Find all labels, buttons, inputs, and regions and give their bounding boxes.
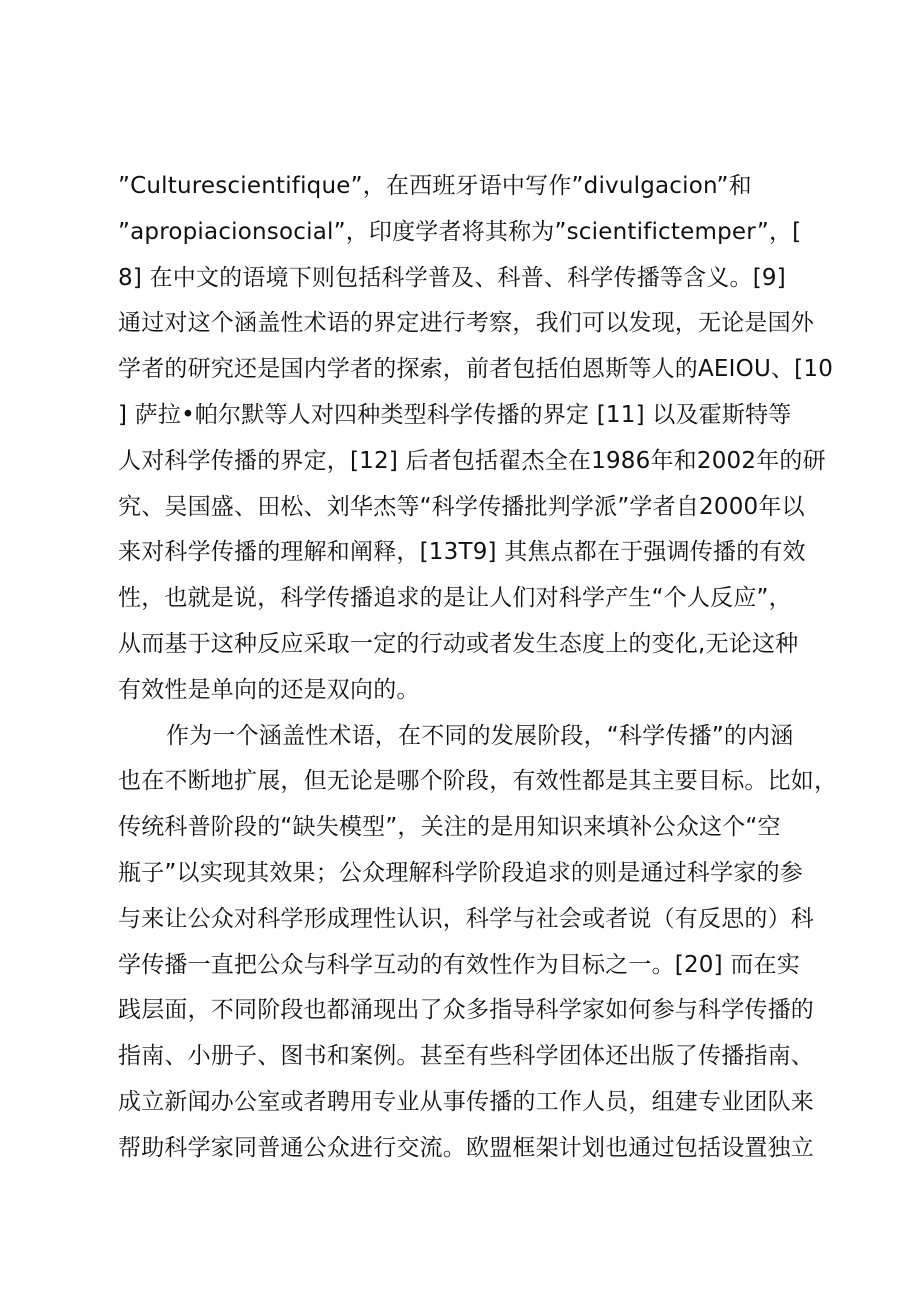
text-line: 指南、小册子、图书和案例。甚至有些科学团体还出版了传播指南、 [118,1043,814,1070]
text-line: 性，也就是说，科学传播追求的是让人们对科学产生“个人反应”， [118,585,792,612]
body-text [118,164,838,1172]
text-line: 学传播一直把公众与科学互动的有效性作为目标之一。[20] 而在实 [118,951,800,978]
paragraph-1 [118,164,838,714]
text-line: 学者的研究还是国内学者的探索，前者包括伯恩斯等人的AEIOU、[10 [118,356,834,383]
text-line: 来对科学传播的理解和阐释，[13T9] 其焦点都在于强调传播的有效 [118,539,806,566]
paragraph-2 [118,714,838,1172]
text-line: ] 萨拉•帕尔默等人对四种类型科学传播的界定 [11] 以及霍斯特等 [118,401,792,428]
text-line: 践层面，不同阶段也都涌现出了众多指导科学家如何参与科学传播的 [118,997,814,1024]
text-line: 成立新闻办公室或者聘用专业从事传播的工作人员，组建专业团队来 [118,1088,814,1115]
text-line: 通过对这个涵盖性术语的界定进行考察，我们可以发现，无论是国外 [118,310,814,337]
text-line: ”Culturescientifique”，在西班牙语中写作”divulgacion”和 [118,173,752,199]
text-line: 从而基于这种反应采取一定的行动或者发生态度上的变化,无论这种 [118,630,799,657]
text-line: ”apropiacionsocial”，印度学者将其称为”scientifictemper”，[ [118,218,802,245]
text-line: 也在不断地扩展，但无论是哪个阶段，有效性都是其主要目标。比如， [118,768,838,795]
text-line: 作为一个涵盖性术语，在不同的发展阶段，“科学传播”的内涵 [166,722,794,749]
text-line: 帮助科学家同普通公众进行交流。欧盟框架计划也通过包括设置独立 [118,1134,814,1161]
text-line: 究、吴国盛、田松、刘华杰等“科学传播批判学派”学者自2000年以 [118,493,805,520]
text-line: 瓶子”以实现其效果；公众理解科学阶段追求的则是通过科学家的参 [118,859,803,886]
text-line: 8] 在中文的语境下则包括科学普及、科普、科学传播等含义。[9] [118,264,786,291]
text-line: 人对科学传播的界定，[12] 后者包括翟杰全在1986年和2002年的研 [118,447,826,474]
text-line: 有效性是单向的还是双向的。 [118,676,420,703]
text-line: 与来让公众对科学形成理性认识，科学与社会或者说（有反思的）科 [118,905,814,932]
text-line: 传统科普阶段的“缺失模型”，关注的是用知识来填补公众这个“空 [118,814,781,841]
